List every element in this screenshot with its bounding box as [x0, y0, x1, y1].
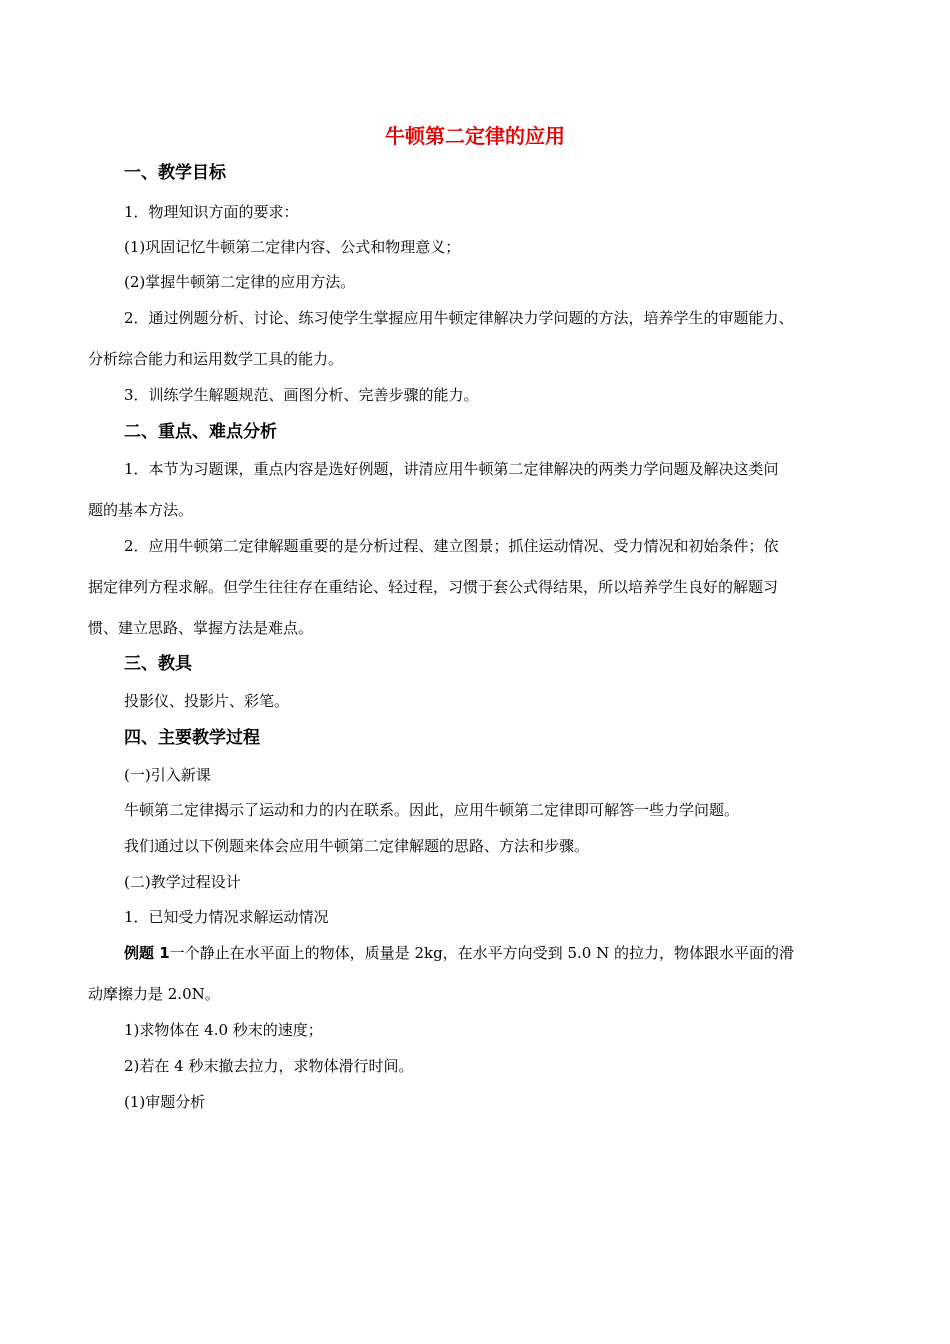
- paragraph-line: (一)引入新课: [124, 766, 211, 784]
- paragraph-line: 据定律列方程求解。但学生往往存在重结论、轻过程，习惯于套公式得结果，所以培养学生良好的解题习: [88, 578, 779, 596]
- paragraph-line: 3．训练学生解题规范、画图分析、完善步骤的能力。: [124, 386, 479, 404]
- example-line: [124, 942, 794, 964]
- heading-teaching-goals: 一、教学目标: [124, 163, 226, 183]
- paragraph-line: 题的基本方法。: [88, 501, 194, 519]
- example-text: 一个静止在水平面上的物体，质量是 2kg，在水平方向受到 5.0 N 的拉力，物体跟水平面的滑: [169, 944, 794, 962]
- paragraph-line: 2．通过例题分析、讨论、练习使学生掌握应用牛顿定律解决力学问题的方法，培养学生的审题能力、: [124, 309, 794, 327]
- heading-teaching-process: 四、主要教学过程: [124, 728, 260, 748]
- page-title: 牛顿第二定律的应用: [385, 124, 565, 148]
- paragraph-line: 牛顿第二定律揭示了运动和力的内在联系。因此，应用牛顿第二定律即可解答一些力学问题。: [124, 801, 740, 819]
- paragraph-line: 2．应用牛顿第二定律解题重要的是分析过程、建立图景；抓住运动情况、受力情况和初始条件；依: [124, 537, 779, 555]
- paragraph-line: (2)掌握牛顿第二定律的应用方法。: [124, 273, 356, 291]
- paragraph-line: 1)求物体在 4.0 秒末的速度；: [124, 1021, 323, 1039]
- paragraph-line: (1)审题分析: [124, 1093, 206, 1111]
- paragraph-line: 分析综合能力和运用数学工具的能力。: [88, 350, 344, 368]
- paragraph-line: 惯、建立思路、掌握方法是难点。: [88, 619, 314, 637]
- paragraph-line: 1．物理知识方面的要求：: [124, 203, 299, 221]
- paragraph-line: 2)若在 4 秒末撤去拉力，求物体滑行时间。: [124, 1057, 414, 1075]
- paragraph-line: (1)巩固记忆牛顿第二定律内容、公式和物理意义；: [124, 238, 461, 256]
- paragraph-line: 投影仪、投影片、彩笔。: [124, 692, 290, 710]
- heading-key-points: 二、重点、难点分析: [124, 422, 277, 442]
- paragraph-line: 1．已知受力情况求解运动情况: [124, 908, 329, 926]
- paragraph-line: 动摩擦力是 2.0N。: [88, 985, 220, 1003]
- heading-teaching-aids: 三、教具: [124, 654, 192, 674]
- example-label: 例题 1: [124, 944, 170, 962]
- paragraph-line: (二)教学过程设计: [124, 873, 241, 891]
- paragraph-line: 我们通过以下例题来体会应用牛顿第二定律解题的思路、方法和步骤。: [124, 837, 590, 855]
- paragraph-line: 1．本节为习题课，重点内容是选好例题，讲清应用牛顿第二定律解决的两类力学问题及解决这类问: [124, 460, 779, 478]
